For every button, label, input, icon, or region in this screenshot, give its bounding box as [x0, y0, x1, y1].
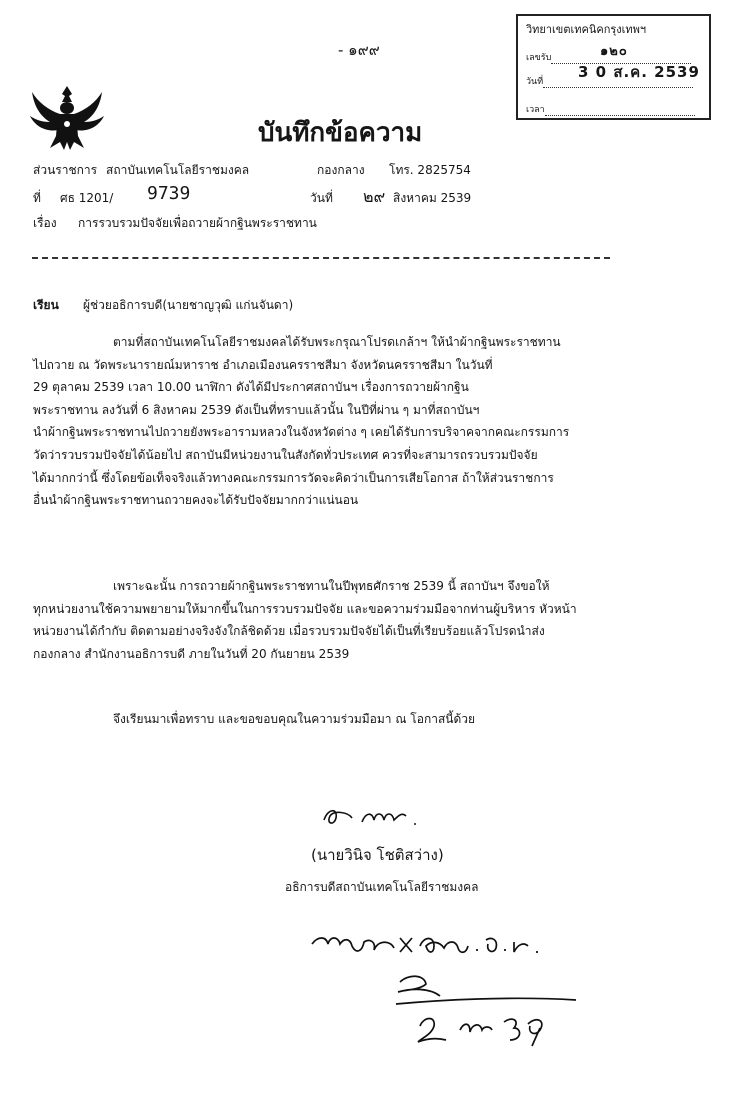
dept-label: ส่วนราชการ	[33, 163, 98, 177]
paragraph-2-line: ทุกหน่วยงานใช้ความพยายามให้มากขึ้นในการรวบรวมปัจจัย และขอความร่วมมือจากท่านผู้บริหาร หัวหน้า	[33, 601, 577, 616]
paragraph-1	[33, 331, 569, 512]
subject: การรวบรวมปัจจัยเพื่อถวายผ้ากฐินพระราชทาน	[78, 216, 317, 230]
stamp-received-label: เลขรับ	[526, 53, 552, 63]
paragraph-1-line: 29 ตุลาคม 2539 เวลา 10.00 นาฬิกา ดังได้มีประกาศสถาบันฯ เรื่องการถวายผ้ากฐิน	[33, 380, 469, 395]
paragraph-1-line: พระราชทาน ลงวันที่ 6 สิงหาคม 2539 ดังเป็นที่ทราบแล้วนั้น ในปีที่ผ่าน ๆ มาที่สถาบันฯ	[33, 402, 480, 417]
page-number: - ๑๙๙	[338, 41, 380, 59]
salutation-recipient: ผู้ช่วยอธิการบดี(นายชาญวุฒิ แก่นจันดา)	[83, 298, 294, 312]
paragraph-2	[33, 575, 577, 665]
received-stamp	[516, 14, 711, 120]
salutation-label: เรียน	[33, 298, 59, 312]
paragraph-1-line: วัดว่ารวบรวมปัจจัยได้น้อยไป สถาบันมีหน่วยงานในสังกัดทั่วประเทศ ควรที่จะสามารถรวบรวมปัจจัย	[33, 447, 538, 462]
signatory-position: อธิการบดีสถาบันเทคโนโลยีราชมงคล	[285, 880, 479, 894]
paragraph-2-line: เพราะฉะนั้น การถวายผ้ากฐินพระราชทานในปีพุทธศักราช 2539 นี้ สถาบันฯ จึงขอให้	[113, 579, 550, 593]
closing-line: จึงเรียนมาเพื่อทราบ และขอขอบคุณในความร่วมมือมา ณ โอกาสนี้ด้วย	[113, 712, 476, 726]
division: กองกลาง	[317, 163, 365, 177]
doc-number: 9739	[147, 183, 191, 204]
handwritten-signature	[318, 798, 448, 834]
paragraph-2-line: หน่วยงานได้กำกับ ติดตามอย่างจริงจังใกล้ชิดด้วย เมื่อรวบรวมปัจจัยได้เป็นที่เรียบร้อยแล้วโปรดนำส่ง	[33, 624, 545, 639]
date-month-year: สิงหาคม 2539	[393, 191, 472, 205]
phone: โทร. 2825754	[389, 163, 471, 177]
date-label: วันที่	[310, 191, 333, 205]
date-day: ๒๙	[363, 187, 386, 206]
doc-number-prefix: ศธ 1201/	[60, 191, 114, 205]
stamp-time-row	[526, 102, 695, 116]
doc-number-label: ที่	[33, 191, 41, 205]
stamp-date-label: วันที่	[526, 77, 544, 87]
separator-line	[32, 257, 610, 259]
garuda-emblem	[28, 84, 106, 154]
signatory-name: (นายวินิจ โชติสว่าง)	[311, 846, 444, 864]
handwritten-annotation	[300, 930, 590, 1050]
dept-value: สถาบันเทคโนโลยีราชมงคล	[106, 163, 250, 177]
paragraph-1-line: ได้มากกว่านี้ ซึ่งโดยข้อเท็จจริงแล้วทางคณะกรรมการวัดจะคิดว่าเป็นการเสียโอกาส ถ้าให้ส่วนราชการ	[33, 470, 554, 485]
stamp-date-value: 3 0 ส.ค. 2539	[578, 63, 700, 81]
paragraph-1-line: อื่นนำผ้ากฐินพระราชทานถวายคงจะได้รับปัจจัยมากกว่าแน่นอน	[33, 493, 359, 508]
stamp-organization: วิทยาเขตเทคนิคกรุงเทพฯ	[526, 23, 647, 36]
subject-label: เรื่อง	[33, 216, 57, 230]
paragraph-1-line: นำผ้ากฐินพระราชทานไปถวายยังพระอารามหลวงในจังหวัดต่าง ๆ เคยได้รับการบริจาคจากคณะกรรมการ	[33, 425, 570, 440]
stamp-time-label: เวลา	[526, 105, 545, 115]
memo-title: บันทึกข้อความ	[258, 118, 423, 148]
paragraph-1-line: ตามที่สถาบันเทคโนโลยีราชมงคลได้รับพระกรุณาโปรดเกล้าฯ ให้นำผ้ากฐินพระราชทาน	[113, 335, 561, 349]
paragraph-2-line: กองกลาง สำนักงานอธิการบดี ภายในวันที่ 20 กันยายน 2539	[33, 646, 350, 661]
stamp-received-no: ๑๒๐	[600, 44, 628, 59]
paragraph-1-line: ไปถวาย ณ วัดพระนารายณ์มหาราช อำเภอเมืองนครราชสีมา จังหวัดนครราชสีมา ในวันที่	[33, 357, 493, 372]
